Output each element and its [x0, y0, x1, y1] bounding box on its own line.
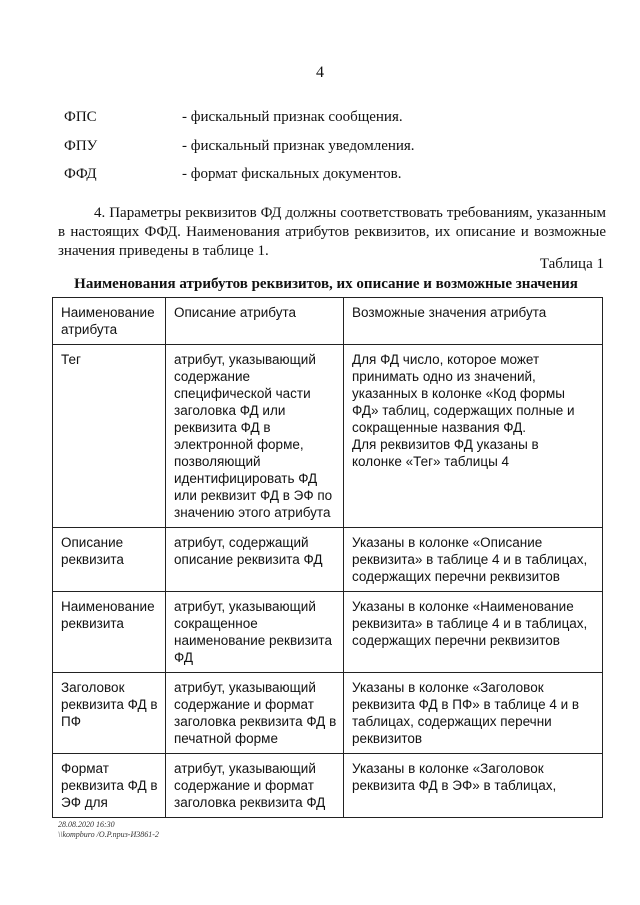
attribute-description-cell-line: ФД: [174, 650, 193, 665]
footer-timestamp: 28.08.2020 16:30: [58, 820, 115, 829]
attribute-values-cell-line: сокращенные названия ФД.: [352, 420, 526, 435]
attribute-name-cell-line: реквизита: [61, 552, 124, 567]
abbreviation-term: ФФД: [64, 166, 97, 182]
footer-file-path: \\kompburo /О.Р.приз-И3861-2: [58, 830, 159, 839]
attribute-name-cell-line: Описание: [61, 535, 124, 550]
attribute-name-cell: [53, 345, 166, 528]
attribute-description-cell-line: заголовка реквизита ФД: [174, 795, 326, 810]
attributes-table: [52, 297, 603, 818]
column-header: [344, 298, 603, 345]
attribute-values-cell-line: Указаны в колонке «Наименование: [352, 599, 574, 614]
attribute-description-cell: [166, 754, 344, 818]
column-header: [53, 298, 166, 345]
attribute-description-cell-line: идентифицировать ФД: [174, 471, 318, 486]
abbreviation-term: ФПС: [64, 109, 97, 125]
table-row: [53, 592, 603, 673]
attribute-values-cell-line: ФД» таблиц, содержащих полные и: [352, 403, 575, 418]
table-header-row: [53, 298, 603, 345]
footer-stamp: [58, 820, 159, 840]
attribute-description-cell-line: атрибут, указывающий: [174, 680, 316, 695]
attribute-values-cell-line: указанных в колонке «Код формы: [352, 386, 565, 401]
attribute-values-cell-line: реквизита» в таблице 4 и в таблицах,: [352, 552, 588, 567]
attribute-description-cell-line: атрибут, указывающий: [174, 761, 316, 776]
attribute-values-cell: [344, 345, 603, 528]
attribute-description-cell-line: содержание и формат: [174, 697, 314, 712]
attribute-name-cell: [53, 673, 166, 754]
attribute-values-cell-line: таблицах, содержащих перечни: [352, 714, 552, 729]
attribute-values-cell-line: содержащих перечни реквизитов: [352, 569, 560, 584]
attribute-description-cell: [166, 592, 344, 673]
attribute-values-cell-line: Указаны в колонке «Заголовок: [352, 761, 544, 776]
attribute-values-cell-line: Указаны в колонке «Описание: [352, 535, 543, 550]
attribute-name-cell: [53, 754, 166, 818]
table-row: [53, 673, 603, 754]
attribute-values-cell-line: реквизита» в таблице 4 и в таблицах,: [352, 616, 588, 631]
attribute-values-cell-line: реквизита ФД в ПФ» в таблице 4 и в: [352, 697, 580, 712]
attribute-description-cell-line: сокращенное: [174, 616, 258, 631]
attribute-description-cell-line: печатной форме: [174, 731, 278, 746]
column-header-line: атрибута: [61, 322, 118, 337]
attribute-values-cell-line: принимать одно из значений,: [352, 369, 536, 384]
abbreviation-term: ФПУ: [64, 138, 98, 154]
attribute-name-cell-line: ЭФ для: [61, 795, 108, 810]
table-row: [53, 345, 603, 528]
abbreviation-definition: - фискальный признак уведомления.: [182, 138, 415, 154]
attribute-description-cell-line: специфической части: [174, 386, 311, 401]
attribute-description-cell-line: атрибут, указывающий: [174, 352, 316, 367]
attribute-description-cell-line: электронной форме,: [174, 437, 304, 452]
column-header: [166, 298, 344, 345]
attribute-description-cell-line: содержание и формат: [174, 778, 314, 793]
attribute-values-cell-line: Для реквизитов ФД указаны в: [352, 437, 539, 452]
attribute-description-cell-line: описание реквизита ФД: [174, 552, 323, 567]
attribute-name-cell-line: ПФ: [61, 714, 81, 729]
attribute-name-cell-line: Наименование: [61, 599, 155, 614]
attribute-name-cell-line: Заголовок: [61, 680, 125, 695]
attribute-values-cell-line: Для ФД число, которое может: [352, 352, 540, 367]
attribute-description-cell-line: реквизита ФД в: [174, 420, 271, 435]
attribute-values-cell: [344, 754, 603, 818]
attribute-values-cell: [344, 528, 603, 592]
attribute-name-cell-line: реквизита ФД в: [61, 778, 158, 793]
attribute-description-cell: [166, 673, 344, 754]
attribute-description-cell: [166, 345, 344, 528]
attribute-description-cell-line: позволяющий: [174, 454, 261, 469]
attribute-values-cell: [344, 673, 603, 754]
attribute-values-cell-line: реквизитов: [352, 731, 423, 746]
column-header-line: Описание атрибута: [174, 305, 297, 320]
column-header-line: Наименование: [61, 305, 155, 320]
attribute-values-cell: [344, 592, 603, 673]
attribute-description-cell-line: атрибут, указывающий: [174, 599, 316, 614]
abbreviation-definition: - фискальный признак сообщения.: [182, 109, 403, 125]
attribute-name-cell: [53, 592, 166, 673]
attribute-description-cell-line: или реквизит ФД в ЭФ по: [174, 488, 333, 503]
attribute-description-cell-line: заголовка ФД или: [174, 403, 286, 418]
table-caption: Наименования атрибутов реквизитов, их описание и возможные значения: [74, 276, 578, 292]
attribute-description-cell-line: атрибут, содержащий: [174, 535, 309, 550]
table-label: Таблица 1: [539, 256, 604, 272]
attribute-name-cell: [53, 528, 166, 592]
column-header-line: Возможные значения атрибута: [352, 305, 547, 320]
abbreviation-definition: - формат фискальных документов.: [182, 166, 402, 182]
attribute-name-cell-line: Формат: [61, 761, 109, 776]
attribute-values-cell-line: колонке «Тег» таблицы 4: [352, 454, 510, 469]
attribute-values-cell-line: реквизита ФД в ЭФ» в таблицах,: [352, 778, 557, 793]
table-row: [53, 528, 603, 592]
attribute-name-cell-line: Тег: [61, 352, 81, 367]
attribute-description-cell-line: значению этого атрибута: [174, 505, 331, 520]
attribute-description-cell: [166, 528, 344, 592]
body-paragraph: 4. Параметры реквизитов ФД должны соответствовать требованиям, указанным в настоящих ФФД. Наименования атрибутов реквизитов, их описание и возможные значения приведены в таблице 1.: [58, 205, 606, 259]
table-row: [53, 754, 603, 818]
page-number: 4: [316, 64, 324, 81]
attribute-description-cell-line: наименование реквизита: [174, 633, 332, 648]
attribute-name-cell-line: реквизита: [61, 616, 124, 631]
attribute-values-cell-line: содержащих перечни реквизитов: [352, 633, 560, 648]
attribute-description-cell-line: содержание: [174, 369, 251, 384]
attribute-name-cell-line: реквизита ФД в: [61, 697, 158, 712]
attribute-description-cell-line: заголовка реквизита ФД в: [174, 714, 337, 729]
attribute-values-cell-line: Указаны в колонке «Заголовок: [352, 680, 544, 695]
